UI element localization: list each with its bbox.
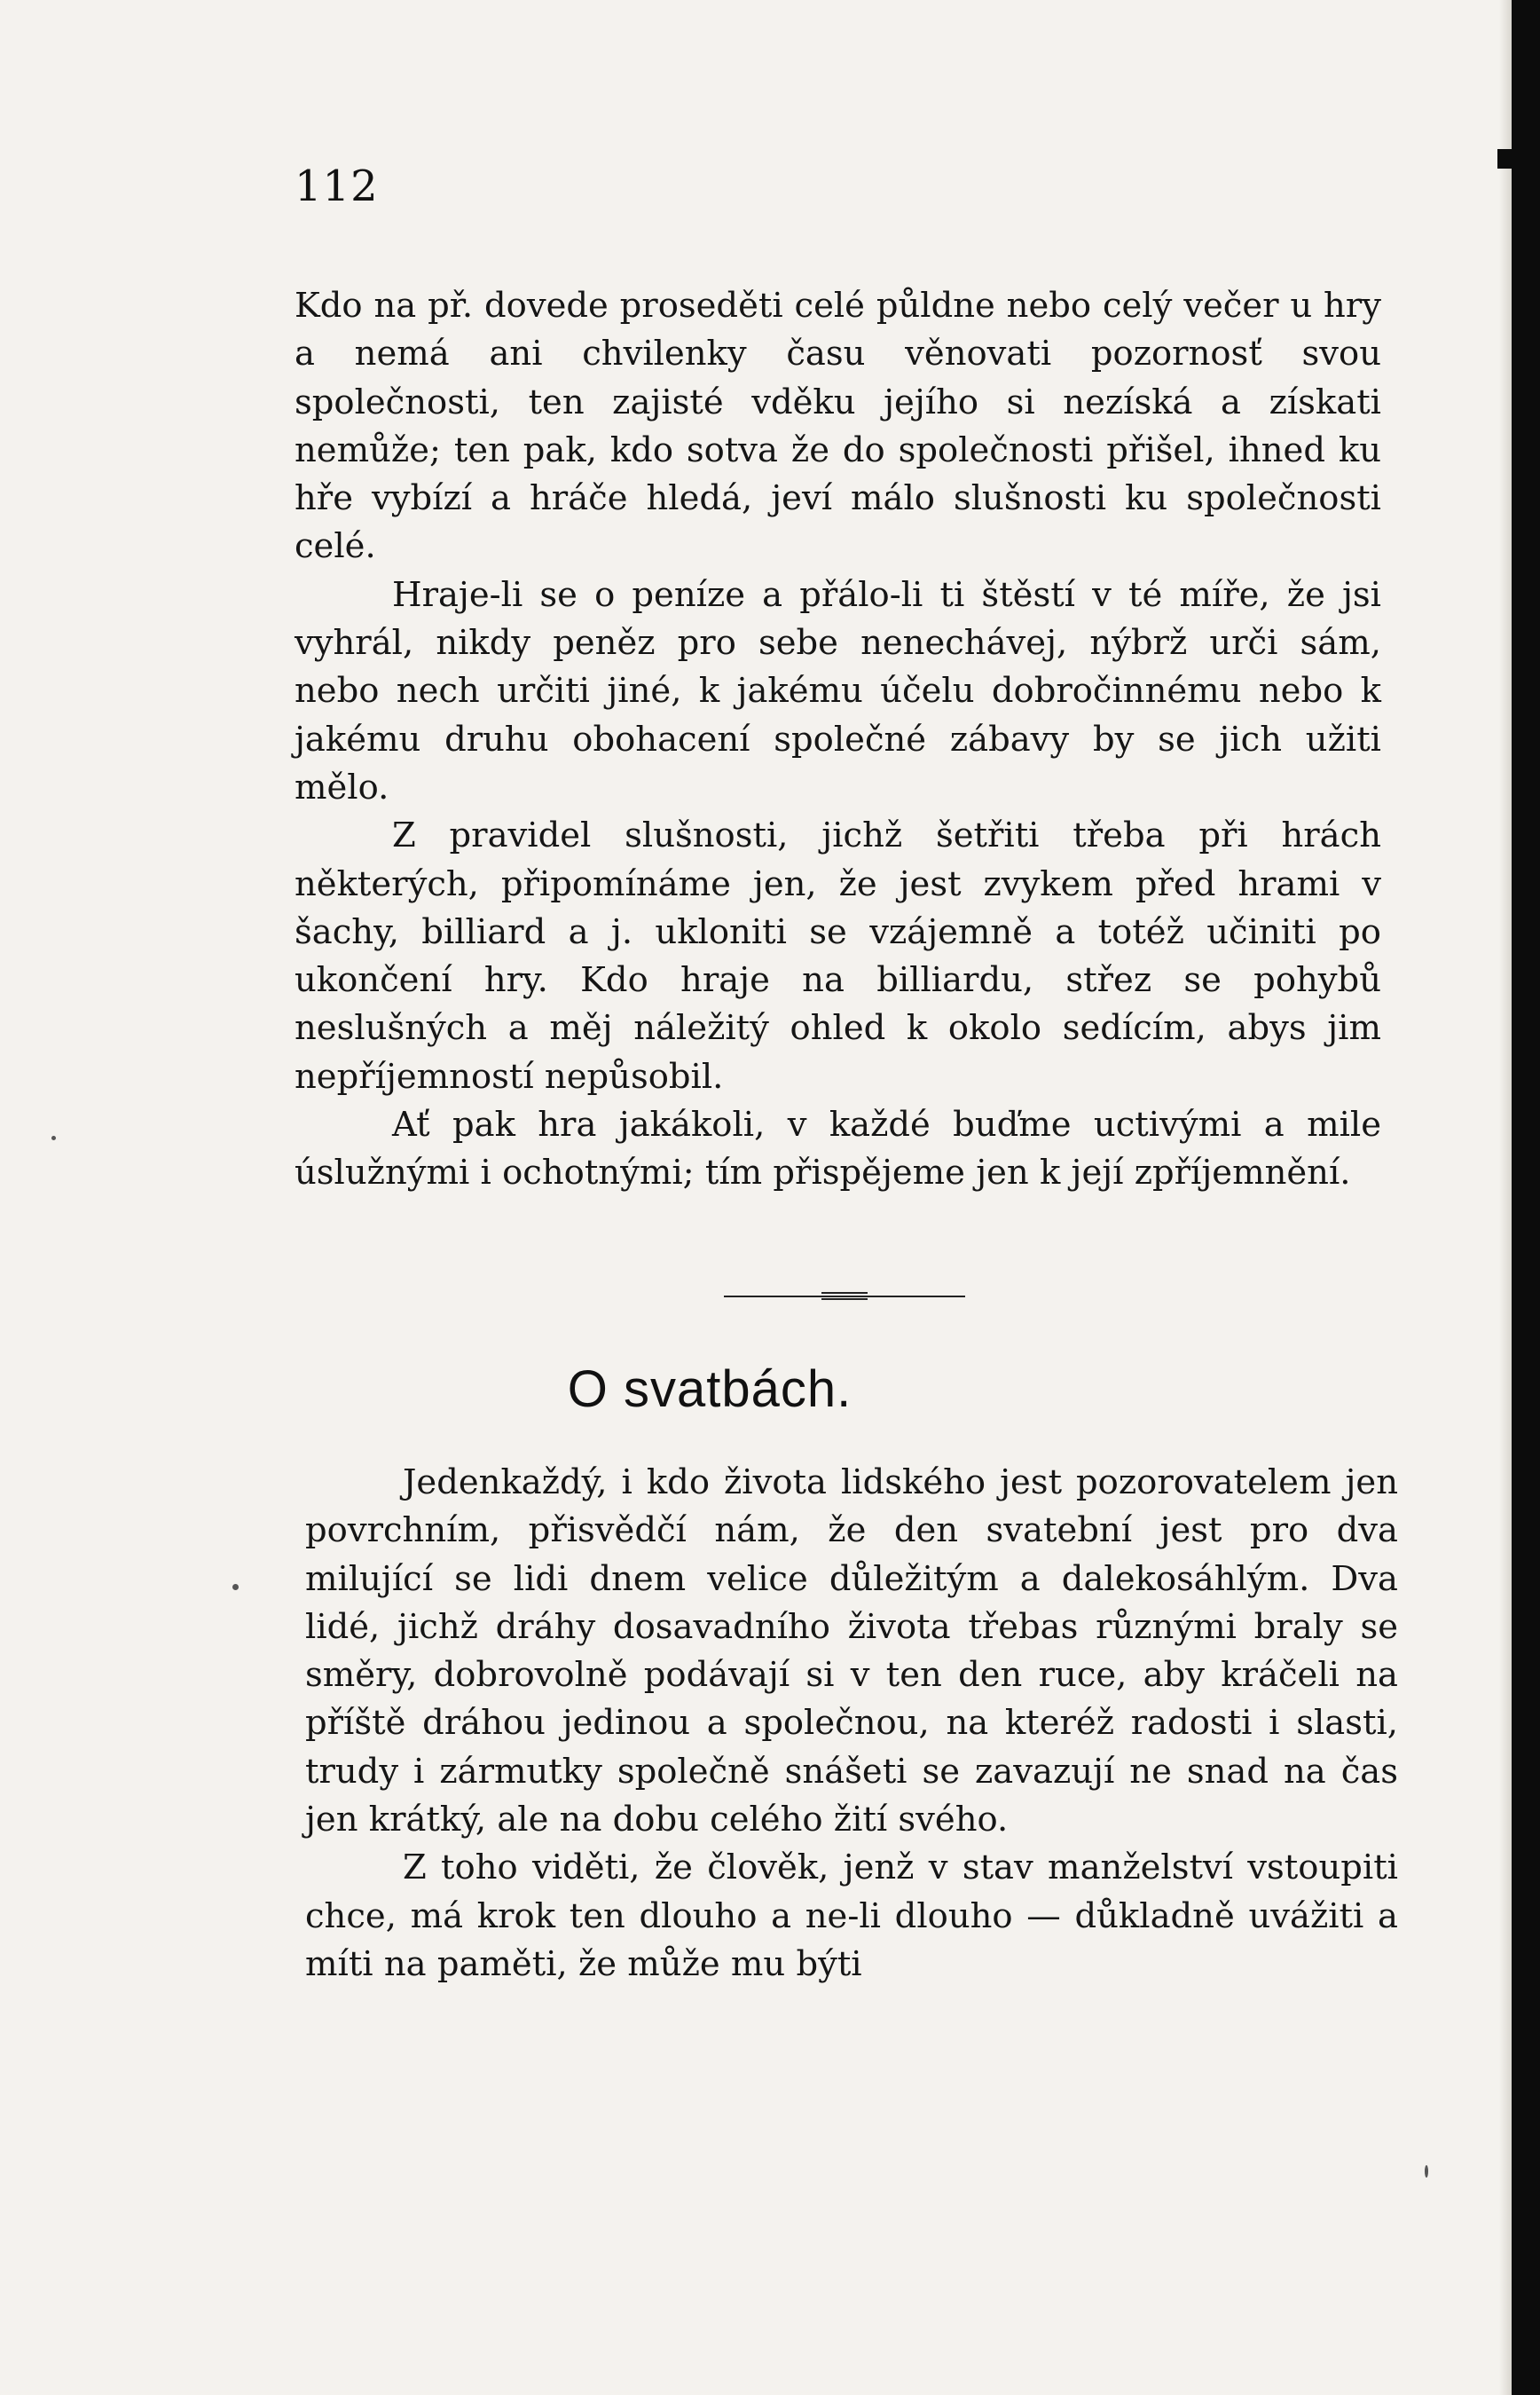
paragraph: Jedenkaždý, i kdo života lidského jest pozorovatelem jen povrchním, přisvědčí nám, že den svatební jest pro dva milující se lidi dnem velice důležitým a dalekosáhlým. Dva lidé, jichž dráhy dosavadního života třebas různými braly se směry, dobrovolně podávají si v ten den ruce, aby kráčeli na příště dráhou jedinou a společnou, na kteréž radosti i slasti, trudy i zármutky společně snášeti se zavazují ne snad na čas jen krátký, ale na dobu celého žití svého. (305, 1462, 1398, 1840)
section-games-text (295, 282, 1381, 1198)
section-weddings-text (305, 1459, 1398, 1989)
divider-line (724, 1296, 965, 1297)
scan-speck (232, 1584, 239, 1590)
scan-speck (1425, 2165, 1428, 2178)
paragraph: Ať pak hra jakákoli, v každé buďme uctivými a mile úslužnými i ochotnými; tím přispějeme jen k její zpříjemnění. (295, 1105, 1381, 1194)
page-gutter-shadow (1499, 0, 1512, 2395)
paragraph: Z pravidel slušnosti, jichž šetřiti třeba při hrách některých, připomínáme jen, že jest zvykem před hrami v šachy, billiard a j. ukloniti se vzájemně a totéž učiniti po ukončení hry. Kdo hraje na billiardu, střez se pohybů neslušných a měj náležitý ohled k okolo sedícím, abys jim nepříjemností nepůsobil. (295, 815, 1381, 1097)
paragraph: Hraje-li se o peníze a přálo-li ti štěstí v té míře, že jsi vyhrál, nikdy peněz pro sebe nenechávej, nýbrž urči sám, nebo nech určiti jiné, k jakému účelu dobročinnému nebo k jakému druhu obohacení společné zábavy by se jich užiti mělo. (295, 574, 1381, 808)
binding-mark (1497, 149, 1512, 169)
paragraph: Z toho viděti, že člověk, jenž v stav manželství vstoupiti chce, má krok ten dlouho a ne-li dlouho — důkladně uvážiti a míti na paměti, že může mu býti (305, 1847, 1398, 1984)
page-number: 112 (295, 162, 379, 211)
section-divider (724, 1290, 965, 1301)
divider-dash (821, 1298, 868, 1300)
chapter-heading: O svatbách. (567, 1360, 852, 1418)
divider-dash (821, 1292, 868, 1294)
scan-speck (51, 1136, 56, 1140)
paragraph: Kdo na př. dovede proseděti celé půldne nebo celý večer u hry a nemá ani chvilenky času věnovati pozornosť svou společnosti, ten zajisté vděku jejího si nezíská a získati nemůže; ten pak, kdo sotva že do společnosti přišel, ihned ku hře vybízí a hráče hledá, jeví málo slušnosti ku společnosti celé. (295, 286, 1381, 567)
scan-border (1512, 0, 1540, 2395)
